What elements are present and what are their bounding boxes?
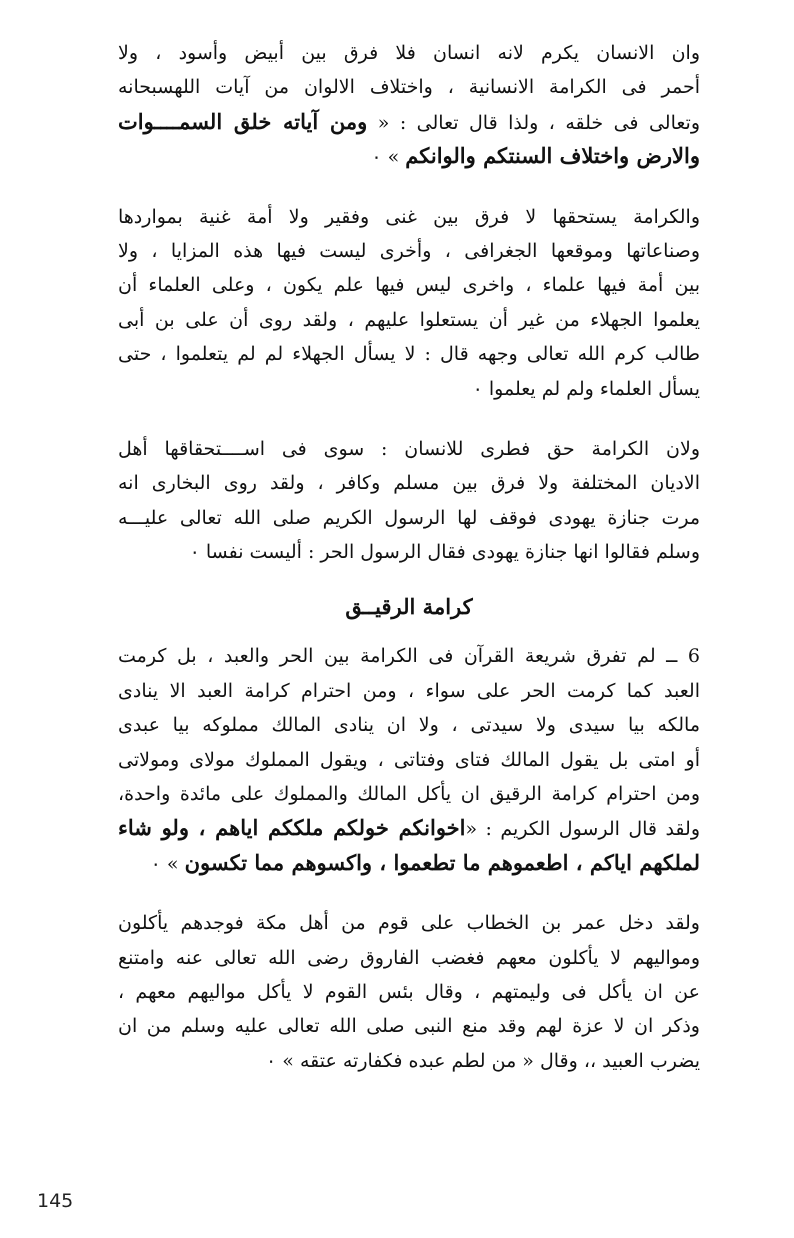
text-line xyxy=(118,303,700,337)
text-line xyxy=(118,743,700,777)
quoted-text: اخوانكم خولكم ملككم اياهم ، ولو شاء xyxy=(118,815,466,841)
quoted-text: والارض واختلاف السنتكم والوانكم xyxy=(405,143,700,169)
text-segment: ومن احترام كرامة الرقيق ان يأكل المالك والمملوك على مائدة واحدة، xyxy=(118,783,700,806)
paragraph-1 xyxy=(118,36,700,174)
text-segment: الاديان المختلفة ولا فرق بين مسلم وكافر ، ولقد روى البخارى انه xyxy=(118,472,700,495)
text-line xyxy=(118,372,700,406)
text-line xyxy=(118,811,700,845)
text-line xyxy=(118,36,700,70)
text-line xyxy=(118,777,700,811)
text-line xyxy=(118,674,700,708)
text-segment: أو امتى بل يقول المالك فتاى وفتاتى ، ويقول المملوك مولاى ومولاتى xyxy=(118,748,700,771)
page-body xyxy=(118,36,700,1104)
text-segment: يعلموا الجهلاء من غير أن يستعلوا عليهم ، ولقد روى أن على بن أبى xyxy=(118,308,700,331)
text-line xyxy=(118,708,700,742)
paragraph-3 xyxy=(118,432,700,570)
text-segment: عن ان يأكل فى وليمتهم ، وقال بئس القوم لا يأكل مواليهم معهم ، xyxy=(118,980,700,1003)
text-line xyxy=(118,200,700,234)
text-line xyxy=(118,941,700,975)
text-segment: والكرامة يستحقها لا فرق بين غنى وفقير ولا أمة غنية بمواردها xyxy=(118,205,700,228)
paragraph-2 xyxy=(118,200,700,406)
paragraph-4 xyxy=(118,639,700,880)
text-segment: وصناعاتها وموقعها الجغرافى ، وأخرى ليست فيها هذه المزايا ، ولا xyxy=(118,239,700,262)
text-line xyxy=(118,1044,700,1078)
text-segment: مالكه بيا سيدى ولا سيدتى ، ولا ان ينادى المالك مملوكه بيا عبدى xyxy=(118,714,700,737)
text-segment: وان الانسان يكرم لانه انسان فلا فرق بين أبيض وأسود ، ولا xyxy=(118,42,700,64)
text-segment: » ٠ xyxy=(150,852,185,875)
text-segment: العبد كما كرمت الحر على سواء ، ومن احترام كرامة العبد الا ينادى xyxy=(118,679,700,702)
text-line xyxy=(118,535,700,569)
quoted-text: ومن آياته خلق السمــــوات xyxy=(118,108,368,134)
text-line xyxy=(118,639,700,673)
text-line xyxy=(118,234,700,268)
text-segment: ولقد دخل عمر بن الخطاب على قوم من أهل مكة فوجدهم يأكلون xyxy=(118,912,700,935)
text-segment: وتعالى فى خلقه ، ولذا قال تعالى : « xyxy=(367,111,700,134)
text-line xyxy=(118,432,700,466)
text-segment: طالب كرم الله تعالى وجهه قال : لا يسأل الجهلاء لم لم يتعلموا ، حتى xyxy=(118,343,700,366)
text-line xyxy=(118,105,700,139)
text-segment: يضرب العبيد ،، وقال « من لطم عبده فكفارته عتقه » ٠ xyxy=(266,1049,700,1072)
text-segment: وسلم فقالوا انها جنازة يهودى فقال الرسول الحر : أليست نفسا ٠ xyxy=(189,541,700,564)
text-segment: مرت جنازة يهودى فوقف لها الرسول الكريم صلى الله تعالى عليـــه xyxy=(118,506,700,529)
text-segment: ولقد قال الرسول الكريم : « xyxy=(465,818,700,841)
text-line xyxy=(118,268,700,302)
text-line xyxy=(118,70,700,104)
text-line xyxy=(118,906,700,940)
text-segment: وذكر ان لا عزة لهم وقد منع النبى صلى الله تعالى عليه وسلم من ان xyxy=(118,1015,700,1038)
text-segment: أحمر فى الكرامة الانسانية ، واختلاف الالوان من آيات اللهسبحانه xyxy=(118,76,700,99)
text-line xyxy=(118,846,700,880)
text-segment: بين أمة فيها علماء ، واخرى ليس فيها علم يكون ، وعلى العلماء أن xyxy=(118,274,700,297)
section-heading: كرامة الرقيــق xyxy=(345,594,473,620)
text-line xyxy=(118,466,700,500)
text-line xyxy=(118,975,700,1009)
paragraph-5 xyxy=(118,906,700,1078)
page-number: 145 xyxy=(37,1190,74,1212)
text-line xyxy=(118,501,700,535)
text-segment: 6 ــ لم تفرق شريعة القرآن فى الكرامة بين الحر والعبد ، بل كرمت xyxy=(118,645,700,668)
text-line xyxy=(118,139,700,173)
text-segment: يسأل العلماء ولم لم يعلموا ٠ xyxy=(472,377,700,400)
quoted-text: لملكهم اياكم ، اطعموهم ما تطعموا ، واكسوهم مما تكسون xyxy=(184,849,700,875)
text-line xyxy=(118,1009,700,1043)
text-segment: ومواليهم لا يأكلون معهم فغضب الفاروق رضى الله تعالى عنه وامتنع xyxy=(118,946,700,969)
text-line xyxy=(118,337,700,371)
text-segment: » ٠ xyxy=(371,146,406,169)
text-segment: ولان الكرامة حق فطرى للانسان : سوى فى اســــتحقاقها أهل xyxy=(118,437,700,460)
